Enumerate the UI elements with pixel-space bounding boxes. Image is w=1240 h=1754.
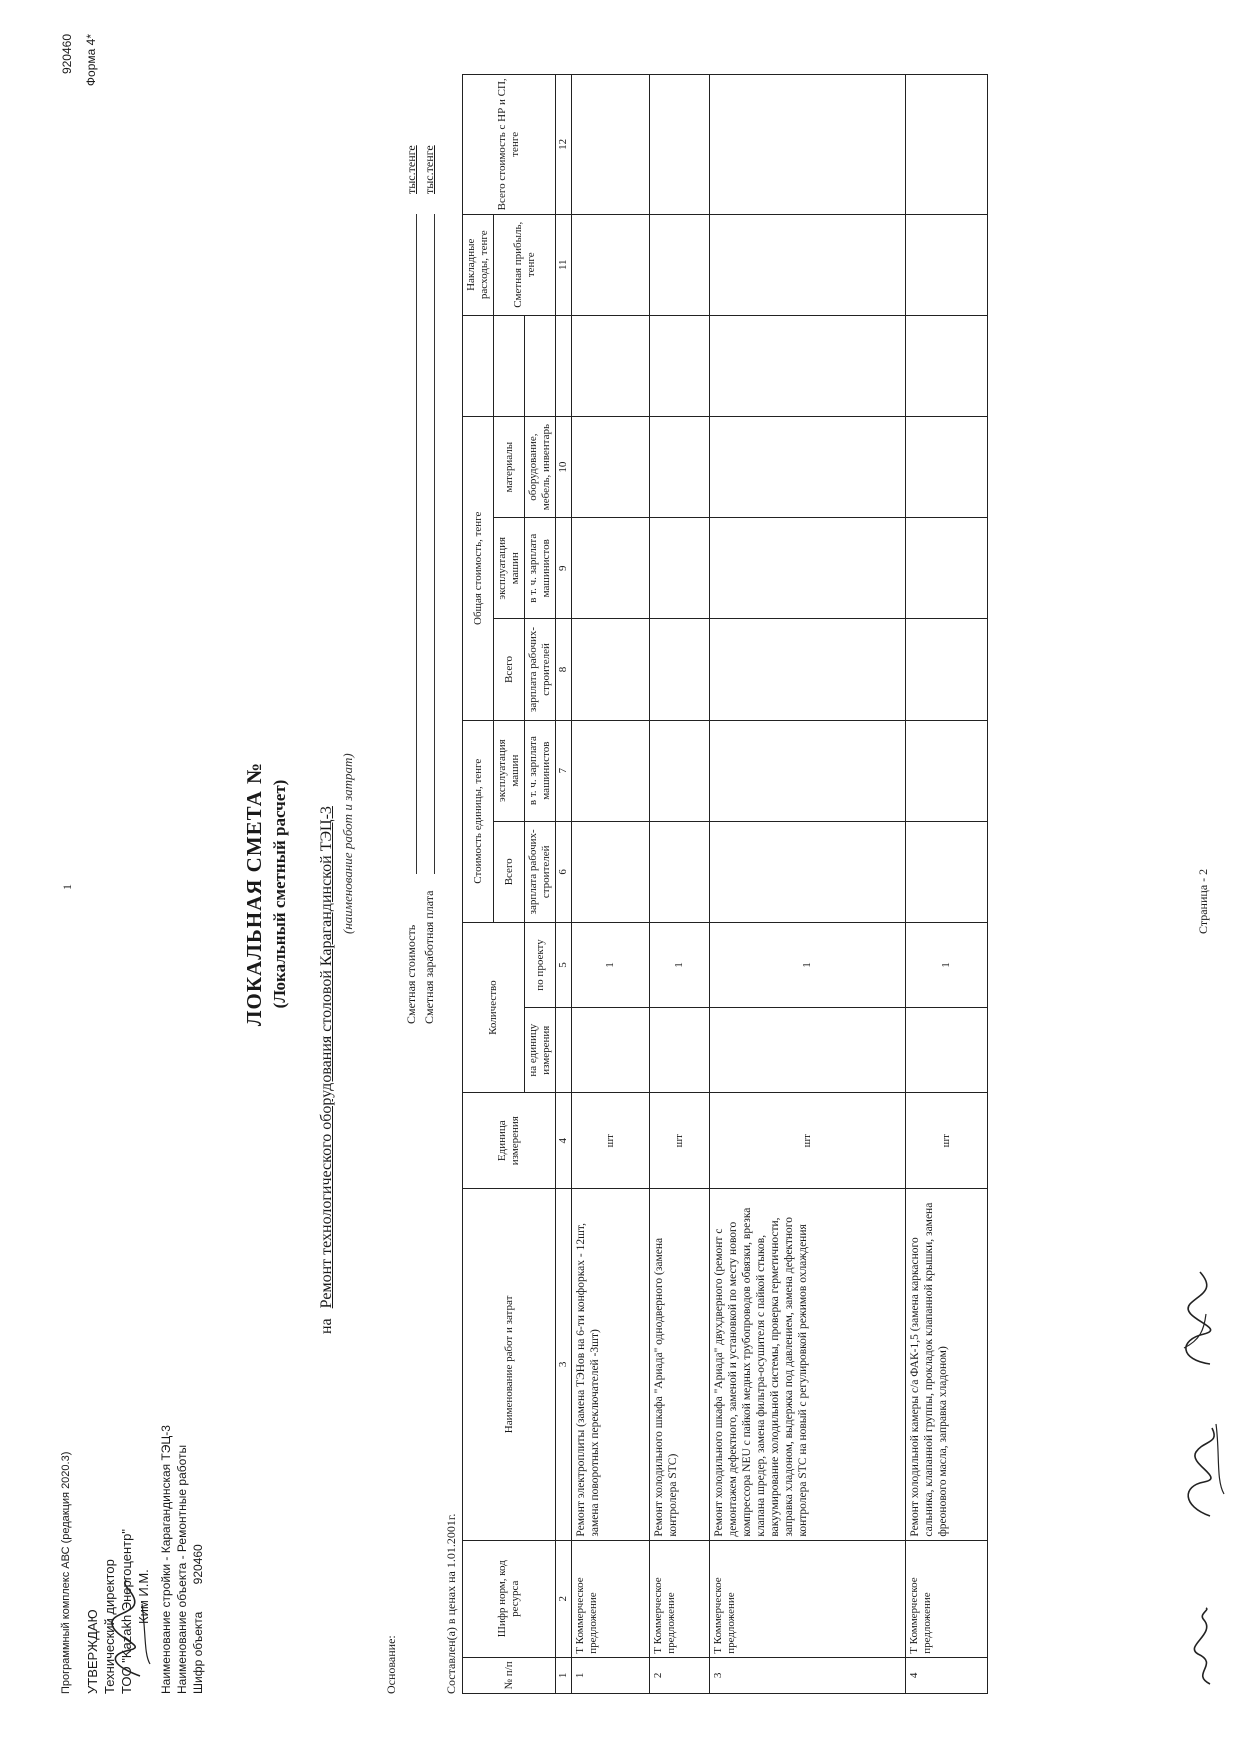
header-equipment: оборудование, мебель, инвентарь bbox=[525, 417, 556, 518]
page-number: Страница - 2 bbox=[1196, 868, 1210, 934]
row-name: Ремонт электроплиты (замена ТЭНов на 6-ти конфорках - 12шт, замена поворотных переключателей -3шт) bbox=[572, 1189, 650, 1540]
header-total: Всего стоимость с НР и СП, тенге bbox=[463, 75, 556, 215]
col-num: 1 bbox=[556, 1657, 572, 1693]
object-value: Ремонтные работы bbox=[175, 1444, 189, 1553]
row-qty-per-unit bbox=[906, 1008, 988, 1093]
signature-mark bbox=[1170, 1264, 1234, 1374]
row-code: Т Коммерческое предложение bbox=[650, 1540, 710, 1657]
row-qty-per-unit bbox=[710, 1008, 906, 1093]
column-number-row bbox=[556, 75, 572, 1694]
header-machine-salary: в т. ч. зарплата машинистов bbox=[525, 720, 556, 821]
estimated-cost-line bbox=[416, 214, 417, 874]
row-num: 2 bbox=[650, 1657, 710, 1693]
header-materials: материалы bbox=[494, 417, 525, 518]
work-title: Ремонт технологического оборудования столовой Карагандинской ТЭЦ-3 bbox=[318, 806, 335, 1309]
compiled-date: Составлен(а) в ценах на 1.01.2001г. bbox=[444, 1513, 458, 1694]
approve-label: УТВЕРЖДАЮ bbox=[85, 1609, 100, 1694]
row-unit: шт bbox=[572, 1093, 650, 1189]
col-num bbox=[556, 315, 572, 416]
header-total-cost: Общая стоимость, тенге bbox=[463, 417, 494, 721]
col-num bbox=[556, 1008, 572, 1093]
header-materials-top bbox=[463, 315, 494, 416]
header-profit: Сметная прибыль, тенге bbox=[494, 214, 556, 315]
col-num: 9 bbox=[556, 518, 572, 619]
table-row bbox=[650, 75, 710, 1694]
page-mark: 1 bbox=[60, 884, 74, 890]
col-num: 8 bbox=[556, 619, 572, 720]
table-row bbox=[572, 75, 650, 1694]
table-header-row-1 bbox=[463, 75, 494, 1694]
header-overhead: Накладные расходы, тенге bbox=[463, 214, 494, 315]
header-num: № п/п bbox=[463, 1657, 556, 1693]
header-all: Всего bbox=[494, 821, 525, 922]
work-line bbox=[318, 746, 336, 1334]
approver-position: Технический директор bbox=[102, 1559, 117, 1694]
row-unit: шт bbox=[710, 1093, 906, 1189]
signature-mark bbox=[1176, 1414, 1232, 1524]
table-row bbox=[906, 75, 988, 1694]
basis-label: Основание: bbox=[384, 1635, 398, 1694]
form-label: Форма 4* bbox=[84, 34, 98, 87]
header-name: Наименование работ и затрат bbox=[463, 1189, 556, 1540]
col-num: 4 bbox=[556, 1093, 572, 1189]
header-spacer bbox=[525, 315, 556, 416]
col-num: 3 bbox=[556, 1189, 572, 1540]
corner-code: 920460 bbox=[60, 34, 74, 75]
row-unit: шт bbox=[650, 1093, 710, 1189]
estimated-salary-label: Сметная заработная плата bbox=[422, 890, 436, 1024]
approver-signature bbox=[100, 1574, 160, 1684]
row-name: Ремонт холодильной камеры с/а ФАК-1,5 (замена каркасного сальника, клапанной группы, прокладок клапанной крышки, замена фреонового масла, заправка хладоном) bbox=[906, 1189, 988, 1540]
row-qty-per-unit bbox=[572, 1008, 650, 1093]
col-num: 7 bbox=[556, 720, 572, 821]
col-num: 10 bbox=[556, 417, 572, 518]
header-all-2: Всего bbox=[494, 619, 525, 720]
col-num: 6 bbox=[556, 821, 572, 922]
estimated-salary-line bbox=[434, 214, 435, 874]
row-num: 1 bbox=[572, 1657, 650, 1693]
row-name: Ремонт холодильного шкафа "Ариада" двухдверного (ремонт с демонтажем дефектного, заменой и установкой по месту нового компрессора NEU с пайкой медных трубопроводов обвязки, врезка клапана шредер, замена фильтра-осушителя с пайкой стыков, вакуумирование холодильной системы, проверка герметичности, заправка хладоном, выдержка под давлением, замена дефектного контролера STC на новый с регулировкой режимов охлаждения bbox=[710, 1189, 906, 1540]
header-empty bbox=[494, 315, 525, 416]
table-row bbox=[710, 75, 906, 1694]
header-qty-per-unit: на единицу измерения bbox=[525, 1008, 556, 1093]
program-label: Программный комплекс АВС (редакция 2020.3) bbox=[60, 1451, 72, 1694]
approver-org: ТОО "Kazakh Энергоцентр" bbox=[119, 1529, 134, 1694]
header-machines: эксплуатация машин bbox=[494, 720, 525, 821]
document-title: ЛОКАЛЬНАЯ СМЕТА № bbox=[242, 761, 266, 1027]
document-subtitle: (Локальный сметный расчет) bbox=[270, 779, 289, 1009]
header-qty: Количество bbox=[463, 922, 525, 1092]
header-machine-salary-2: в т. ч. зарплата машинистов bbox=[525, 518, 556, 619]
row-unit: шт bbox=[906, 1093, 988, 1189]
code-value: 920460 bbox=[191, 1544, 205, 1585]
row-qty: 1 bbox=[710, 922, 906, 1007]
header-salary: зарплата рабочих-строителей bbox=[525, 821, 556, 922]
approver-name: Ким И.М. bbox=[136, 1569, 151, 1624]
object-block bbox=[158, 1294, 206, 1694]
estimated-cost-label: Сметная стоимость bbox=[404, 924, 418, 1024]
row-qty-per-unit bbox=[650, 1008, 710, 1093]
row-name: Ремонт холодильного шкафа "Ариада" однодверного (замена контролера STC) bbox=[650, 1189, 710, 1540]
construction-label: Наименование стройки - bbox=[159, 1556, 173, 1694]
col-num: 5 bbox=[556, 922, 572, 1007]
header-qty-project: по проекту bbox=[525, 922, 556, 1007]
row-num: 3 bbox=[710, 1657, 906, 1693]
col-num: 2 bbox=[556, 1540, 572, 1657]
row-code: Т Коммерческое предложение bbox=[572, 1540, 650, 1657]
row-code: Т Коммерческое предложение bbox=[710, 1540, 906, 1657]
work-hint: (наименование работ и затрат) bbox=[340, 753, 355, 934]
cost-unit: тыс.тенге bbox=[404, 145, 418, 194]
object-label: Наименование объекта - bbox=[175, 1555, 189, 1694]
signature-mark bbox=[1180, 1604, 1230, 1694]
col-num: 12 bbox=[556, 75, 572, 215]
na-label: на bbox=[318, 1318, 335, 1334]
col-num: 11 bbox=[556, 214, 572, 315]
salary-unit: тыс.тенге bbox=[422, 145, 436, 194]
row-qty: 1 bbox=[650, 922, 710, 1007]
header-salary-2: зарплата рабочих-строителей bbox=[525, 619, 556, 720]
header-unit: Единица измерения bbox=[463, 1093, 556, 1189]
header-machines-2: эксплуатация машин bbox=[494, 518, 525, 619]
row-qty: 1 bbox=[572, 922, 650, 1007]
code-label: Шифр объекта bbox=[191, 1611, 205, 1694]
header-code: Шифр норм, код ресурса bbox=[463, 1540, 556, 1657]
header-unit-cost: Стоимость единицы, тенге bbox=[463, 720, 494, 922]
row-num: 4 bbox=[906, 1657, 988, 1693]
row-qty: 1 bbox=[906, 922, 988, 1007]
construction-value: Карагандинская ТЭЦ-3 bbox=[159, 1425, 173, 1554]
estimate-table bbox=[462, 74, 988, 1694]
row-code: Т Коммерческое предложение bbox=[906, 1540, 988, 1657]
